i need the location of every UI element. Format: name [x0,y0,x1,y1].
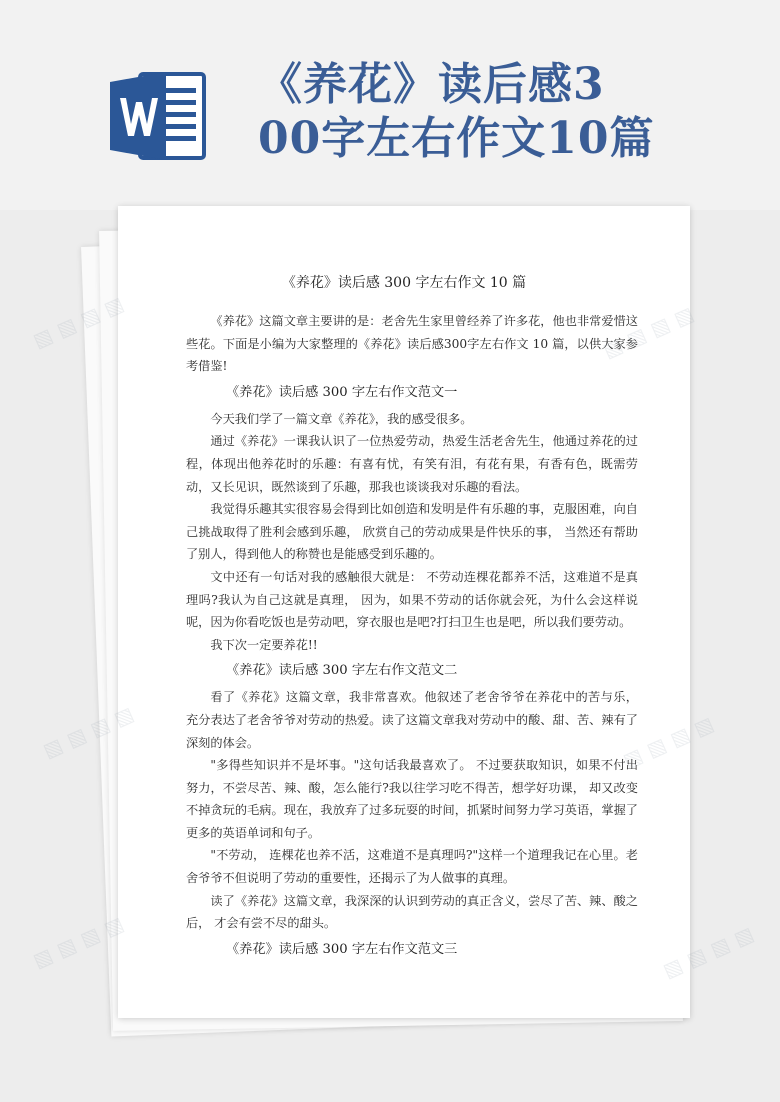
page-heading: 《养花》读后感 300 字左右作文 10 篇 [281,275,527,291]
paragraph: 我下次一定要养花!! [210,637,318,652]
paragraph: 通过《养花》一课我认识了一位热爱劳动，热爱生活老舍先生，他通过养花的过程，体现出他养花时的乐趣：有喜有忧，有笑有泪，有花有果，有香有色，既需劳动，又长见识，既然谈到了乐趣，那我也谈谈我对乐趣的看法。 [186,434,638,494]
paragraph: 今天我们学了一篇文章《养花》，我的感受很多。 [210,411,473,426]
page-body [186,310,638,965]
document-page [118,206,690,1018]
word-document-icon [108,68,208,164]
document-title [258,58,718,166]
watermark: ▧ ▧ ▧ ▧ [29,911,128,973]
paragraph: "不劳动， 连棵花也养不活，这难道不是真理吗?"这样一个道理我记在心里。老舍爷爷不但说明了劳动的重要性，还揭示了为人做事的真理。 [186,848,638,886]
watermark: ▧ ▧ ▧ ▧ [39,701,138,763]
paragraph: 文中还有一句话对我的感触很大就是： 不劳动连棵花都养不活，这难道不是真理吗?我认为自己这就是真理， 因为，如果不劳动的话你就会死，为什么会这样说呢，因为你看吃饭也是劳动吧，穿衣服也是吧?打扫卫生也是吧，所以我们要劳动。 [186,569,638,630]
section-heading: 《养花》读后感 300 字左右作文范文三 [226,941,458,957]
paragraph: "多得些知识并不是坏事。"这句话我最喜欢了。 不过要获取知识，如果不付出努力，不尝尽苦、辣、酸，怎么能行?我以往学习吃不得苦，想学好功课， 却又改变不掉贪玩的毛病。现在，我放弃了过多玩耍的时间，抓紧时间努力学习英语，掌握了更多的英语单词和句子。 [186,758,638,840]
title-line-1: 《养花》读后感3 [258,59,605,110]
banner [0,0,780,210]
paragraph: 我觉得乐趣其实很容易会得到比如创造和发明是件有乐趣的事，克服困难，向自己挑战取得了胜利会感到乐趣， 欣赏自己的劳动成果是件快乐的事， 当然还有帮助了别人，得到他人的称赞也是能感受到乐趣的。 [186,502,638,562]
paragraph: 读了《养花》这篇文章，我深深的认识到劳动的真正含义，尝尽了苦、辣、酸之后， 才会有尝不尽的甜头。 [186,893,638,931]
section-heading: 《养花》读后感 300 字左右作文范文二 [226,663,458,679]
paragraph: 看了《养花》这篇文章，我非常喜欢。他叙述了老舍爷爷在养花中的苦与乐， 充分表达了老舍爷爷对劳动的热爱。读了这篇文章我对劳动中的酸、甜、苦、辣有了深刻的体会。 [186,690,638,750]
watermark: ▧ ▧ ▧ ▧ [29,291,128,353]
watermark: ▧ [690,711,718,742]
title-line-2: 00字左右作文10篇 [258,113,655,164]
paragraph: 《养花》这篇文章主要讲的是：老舍先生家里曾经养了许多花，他也非常爱惜这些花。下面是小编为大家整理的《养花》读后感300字左右作文 10 篇，以供大家参考借鉴! [186,314,638,374]
section-heading: 《养花》读后感 300 字左右作文范文一 [226,384,458,400]
watermark: ▧ ▧ ▧ ▧ [659,921,758,983]
